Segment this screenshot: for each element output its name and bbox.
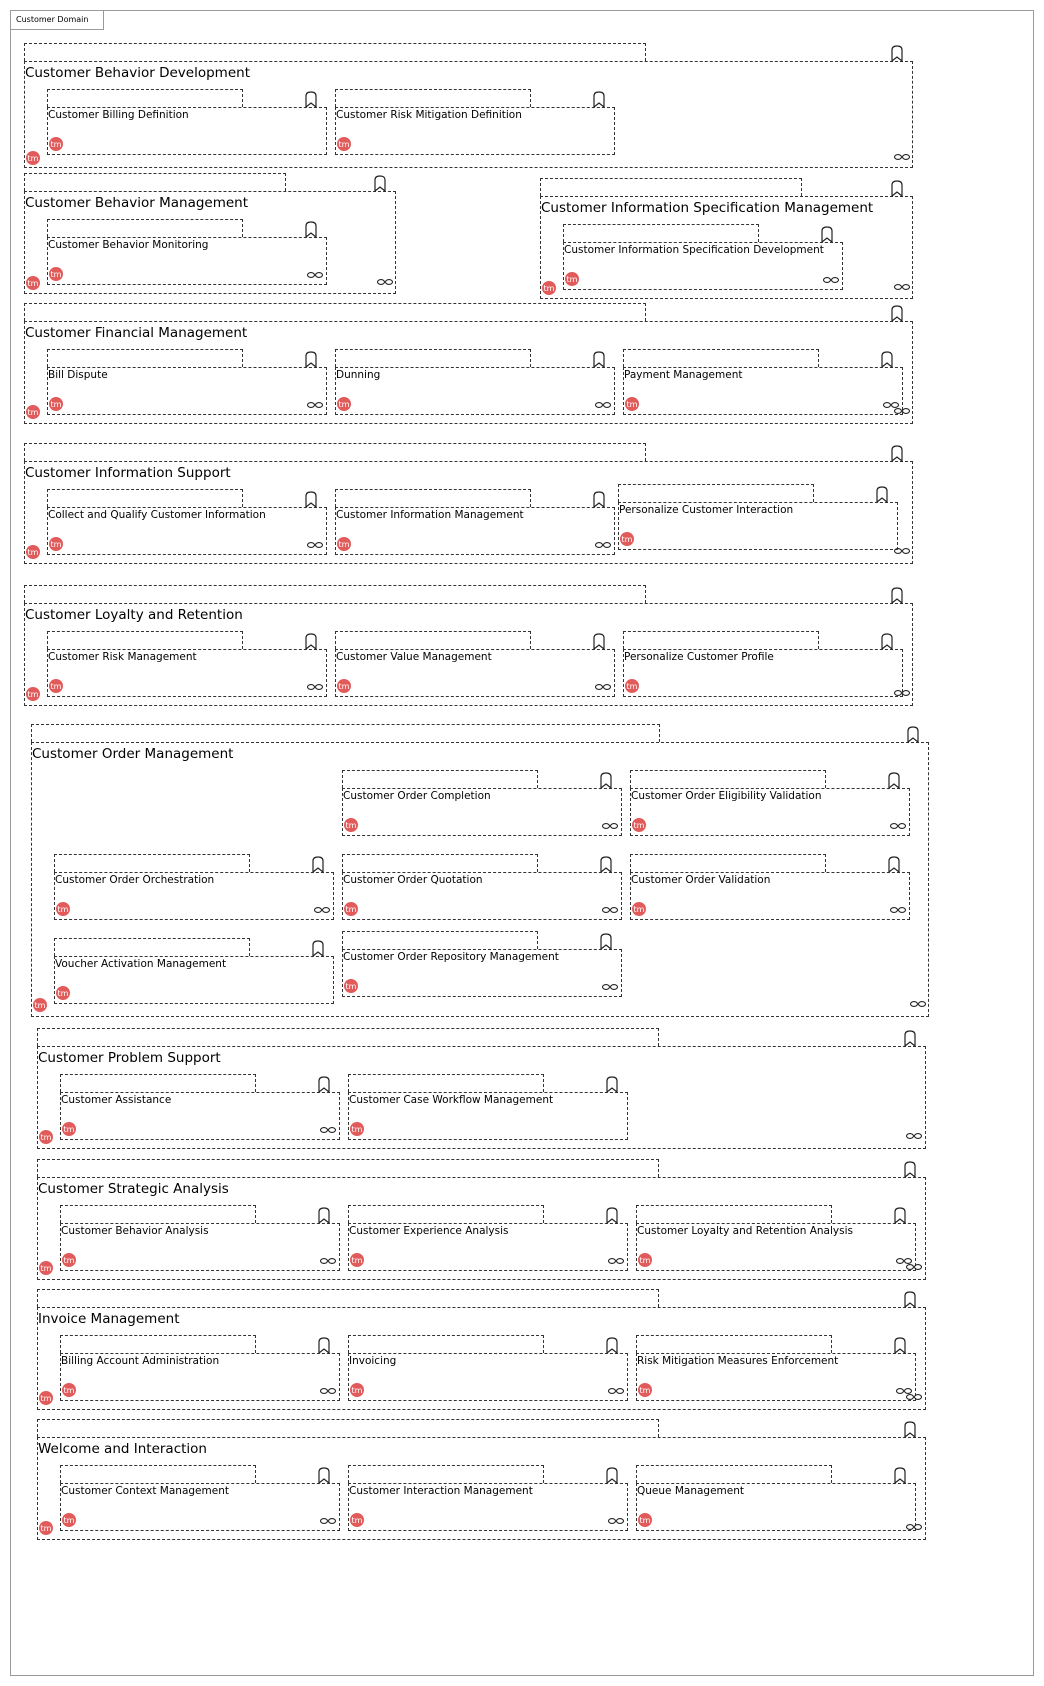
tmf-marker-text: tm: [34, 1001, 46, 1010]
bookmark-icon: [601, 773, 611, 788]
link-icon: [609, 1259, 624, 1264]
tmf-marker-text: tm: [50, 540, 62, 549]
tmf-marker-icon: [638, 1253, 652, 1267]
link-icon: [824, 278, 839, 283]
tmf-marker-icon: [39, 1521, 53, 1535]
link-icon: [321, 1519, 336, 1524]
tmf-marker-icon: [350, 1513, 364, 1527]
tmf-marker-text: tm: [633, 905, 645, 914]
tmf-marker-icon: [39, 1261, 53, 1275]
link-icon: [897, 1389, 912, 1394]
bookmark-icon: [895, 1468, 905, 1483]
tmf-marker-text: tm: [626, 682, 638, 691]
bookmark-icon: [892, 446, 902, 461]
bookmark-icon: [895, 1208, 905, 1223]
tmf-marker-text: tm: [338, 400, 350, 409]
tmf-marker-icon: [49, 397, 63, 411]
tmf-marker-text: tm: [40, 1133, 52, 1142]
bookmark-icon: [895, 1338, 905, 1353]
bookmark-icon: [882, 352, 892, 367]
tmf-marker-text: tm: [338, 682, 350, 691]
bookmark-icon: [319, 1468, 329, 1483]
package-label: Customer Information Specification Development: [564, 244, 824, 256]
package-label: Billing Account Administration: [61, 1355, 220, 1367]
package-label: Customer Information Management: [336, 509, 524, 521]
tmf-marker-text: tm: [566, 275, 578, 284]
bookmark-icon: [594, 634, 604, 649]
tmf-marker-text: tm: [639, 1516, 651, 1525]
package-label: Dunning: [336, 369, 381, 381]
package-label: Customer Loyalty and Retention: [25, 607, 243, 623]
bookmark-icon: [306, 352, 316, 367]
link-icon: [596, 543, 611, 548]
package-label: Customer Context Management: [61, 1485, 229, 1497]
tmf-marker-icon: [565, 272, 579, 286]
tmf-marker-text: tm: [345, 821, 357, 830]
tmf-marker-text: tm: [351, 1125, 363, 1134]
link-icon: [308, 403, 323, 408]
tmf-marker-icon: [49, 267, 63, 281]
bookmark-icon: [889, 773, 899, 788]
tmf-marker-icon: [638, 1513, 652, 1527]
link-icon: [603, 908, 618, 913]
package-label: Bill Dispute: [48, 369, 108, 381]
tmf-marker-icon: [33, 998, 47, 1012]
tmf-marker-icon: [39, 1391, 53, 1405]
tmf-marker-icon: [26, 687, 40, 701]
tmf-marker-icon: [49, 537, 63, 551]
tmf-marker-icon: [56, 902, 70, 916]
package-label: Customer Strategic Analysis: [38, 1181, 229, 1197]
tmf-marker-icon: [56, 986, 70, 1000]
tmf-marker-text: tm: [351, 1516, 363, 1525]
link-icon: [308, 273, 323, 278]
tmf-marker-icon: [350, 1122, 364, 1136]
link-icon: [895, 691, 910, 696]
tmf-marker-icon: [337, 397, 351, 411]
tmf-marker-text: tm: [63, 1256, 75, 1265]
bookmark-icon: [822, 227, 832, 242]
bookmark-icon: [313, 941, 323, 956]
bookmark-icon: [594, 352, 604, 367]
package-label: Customer Financial Management: [25, 325, 248, 341]
package-label: Personalize Customer Profile: [624, 651, 774, 663]
tmf-marker-icon: [542, 281, 556, 295]
bookmark-icon: [892, 181, 902, 196]
package-label: Customer Information Specification Management: [541, 200, 874, 216]
link-icon: [596, 685, 611, 690]
tmf-marker-text: tm: [40, 1394, 52, 1403]
bookmark-icon: [319, 1338, 329, 1353]
link-icon: [907, 1395, 922, 1400]
link-icon: [891, 824, 906, 829]
tmf-marker-icon: [49, 679, 63, 693]
tmf-marker-text: tm: [27, 408, 39, 417]
tmf-marker-icon: [344, 902, 358, 916]
tmf-marker-icon: [62, 1253, 76, 1267]
package-label: Customer Order Validation: [631, 874, 771, 886]
bookmark-icon: [313, 857, 323, 872]
tmf-marker-icon: [49, 137, 63, 151]
link-icon: [609, 1389, 624, 1394]
tmf-marker-icon: [344, 979, 358, 993]
link-icon: [321, 1128, 336, 1133]
package-label: Customer Experience Analysis: [349, 1225, 509, 1237]
tmf-marker-text: tm: [27, 548, 39, 557]
tmf-marker-text: tm: [63, 1125, 75, 1134]
package-label: Invoice Management: [38, 1311, 180, 1327]
link-icon: [378, 280, 393, 285]
tmf-marker-text: tm: [338, 540, 350, 549]
bookmark-icon: [607, 1338, 617, 1353]
tmf-marker-icon: [350, 1383, 364, 1397]
link-icon: [895, 285, 910, 290]
tmf-marker-text: tm: [626, 400, 638, 409]
package-label: Customer Behavior Analysis: [61, 1225, 209, 1237]
link-icon: [321, 1259, 336, 1264]
bookmark-icon: [908, 727, 918, 742]
bookmark-icon: [892, 46, 902, 61]
bookmark-icon: [594, 492, 604, 507]
tmf-marker-text: tm: [40, 1524, 52, 1533]
tmf-marker-text: tm: [621, 535, 633, 544]
tmf-marker-text: tm: [50, 400, 62, 409]
link-icon: [308, 543, 323, 548]
bookmark-icon: [375, 176, 385, 191]
bookmark-icon: [319, 1208, 329, 1223]
link-icon: [603, 985, 618, 990]
link-icon: [884, 403, 899, 408]
bookmark-icon: [905, 1162, 915, 1177]
package-label: Customer Interaction Management: [349, 1485, 533, 1497]
link-icon: [308, 685, 323, 690]
link-icon: [895, 549, 910, 554]
tmf-marker-icon: [62, 1513, 76, 1527]
link-icon: [907, 1134, 922, 1139]
bookmark-icon: [905, 1292, 915, 1307]
tmf-marker-text: tm: [543, 284, 555, 293]
bookmark-icon: [594, 92, 604, 107]
package-label: Customer Billing Definition: [48, 109, 189, 121]
bookmark-icon: [892, 306, 902, 321]
package-label: Customer Loyalty and Retention Analysis: [637, 1225, 853, 1237]
bookmark-icon: [607, 1077, 617, 1092]
package-label: Customer Assistance: [61, 1094, 172, 1106]
link-icon: [907, 1265, 922, 1270]
package-label: Invoicing: [349, 1355, 397, 1367]
frame-title: Customer Domain: [10, 10, 104, 30]
tmf-marker-text: tm: [351, 1256, 363, 1265]
link-icon: [315, 908, 330, 913]
package-label: Customer Behavior Monitoring: [48, 239, 209, 251]
package-label: Customer Value Management: [336, 651, 492, 663]
tmf-marker-text: tm: [351, 1386, 363, 1395]
package-label: Customer Order Eligibility Validation: [631, 790, 822, 802]
package-label: Customer Order Orchestration: [55, 874, 215, 886]
tmf-marker-icon: [26, 276, 40, 290]
tmf-marker-text: tm: [345, 982, 357, 991]
tmf-marker-text: tm: [63, 1386, 75, 1395]
bookmark-icon: [306, 92, 316, 107]
tmf-marker-icon: [337, 537, 351, 551]
tmf-marker-icon: [337, 137, 351, 151]
package-label: Customer Order Completion: [343, 790, 491, 802]
bookmark-icon: [889, 857, 899, 872]
package-label: Customer Risk Mitigation Definition: [336, 109, 522, 121]
tmf-marker-icon: [632, 818, 646, 832]
link-icon: [609, 1519, 624, 1524]
package-label: Customer Information Support: [25, 465, 231, 481]
tmf-marker-text: tm: [633, 821, 645, 830]
tmf-marker-text: tm: [345, 905, 357, 914]
bookmark-icon: [601, 857, 611, 872]
bookmark-icon: [607, 1208, 617, 1223]
bookmark-icon: [319, 1077, 329, 1092]
tmf-marker-icon: [625, 679, 639, 693]
tmf-marker-icon: [337, 679, 351, 693]
package-label: Customer Order Quotation: [343, 874, 483, 886]
package-label: Customer Case Workflow Management: [349, 1094, 554, 1106]
package-label: Collect and Qualify Customer Information: [48, 509, 266, 521]
link-icon: [891, 908, 906, 913]
package-label: Queue Management: [637, 1485, 744, 1497]
package-label: Personalize Customer Interaction: [619, 504, 794, 516]
package-label: Voucher Activation Management: [55, 958, 227, 970]
bookmark-icon: [601, 934, 611, 949]
link-icon: [321, 1389, 336, 1394]
link-icon: [911, 1002, 926, 1007]
tmf-marker-text: tm: [639, 1256, 651, 1265]
bookmark-icon: [882, 634, 892, 649]
package-label: Customer Problem Support: [38, 1050, 221, 1066]
tmf-marker-text: tm: [27, 690, 39, 699]
package-label: Customer Risk Management: [48, 651, 197, 663]
tmf-marker-icon: [632, 902, 646, 916]
package-label: Welcome and Interaction: [38, 1441, 207, 1457]
tmf-marker-icon: [39, 1130, 53, 1144]
tmf-marker-text: tm: [50, 682, 62, 691]
bookmark-icon: [306, 634, 316, 649]
tmf-marker-text: tm: [63, 1516, 75, 1525]
package-label: Payment Management: [624, 369, 743, 381]
tmf-marker-icon: [26, 405, 40, 419]
link-icon: [603, 824, 618, 829]
bookmark-icon: [905, 1422, 915, 1437]
package-label: Customer Behavior Management: [25, 195, 249, 211]
tmf-marker-text: tm: [57, 989, 69, 998]
link-icon: [895, 155, 910, 160]
tmf-marker-icon: [625, 397, 639, 411]
bookmark-icon: [306, 222, 316, 237]
link-icon: [897, 1259, 912, 1264]
bookmark-icon: [607, 1468, 617, 1483]
tmf-marker-icon: [344, 818, 358, 832]
package-label: Risk Mitigation Measures Enforcement: [637, 1355, 839, 1367]
tmf-marker-icon: [62, 1122, 76, 1136]
bookmark-icon: [905, 1031, 915, 1046]
package-label: Customer Behavior Development: [25, 65, 250, 81]
tmf-marker-text: tm: [338, 140, 350, 149]
tmf-marker-text: tm: [57, 905, 69, 914]
tmf-marker-icon: [350, 1253, 364, 1267]
tmf-marker-icon: [26, 545, 40, 559]
link-icon: [895, 409, 910, 414]
tmf-marker-text: tm: [50, 270, 62, 279]
tmf-marker-icon: [26, 151, 40, 165]
bookmark-icon: [877, 487, 887, 502]
package-label: Customer Order Repository Management: [343, 951, 559, 963]
tmf-marker-text: tm: [40, 1264, 52, 1273]
tmf-marker-icon: [62, 1383, 76, 1397]
bookmark-icon: [306, 492, 316, 507]
package-label: Customer Order Management: [32, 746, 234, 762]
tmf-marker-text: tm: [27, 154, 39, 163]
tmf-marker-icon: [620, 532, 634, 546]
link-icon: [596, 403, 611, 408]
bookmark-icon: [892, 588, 902, 603]
tmf-marker-text: tm: [27, 279, 39, 288]
tmf-marker-text: tm: [50, 140, 62, 149]
tmf-marker-icon: [638, 1383, 652, 1397]
tmf-marker-text: tm: [639, 1386, 651, 1395]
link-icon: [907, 1525, 922, 1530]
